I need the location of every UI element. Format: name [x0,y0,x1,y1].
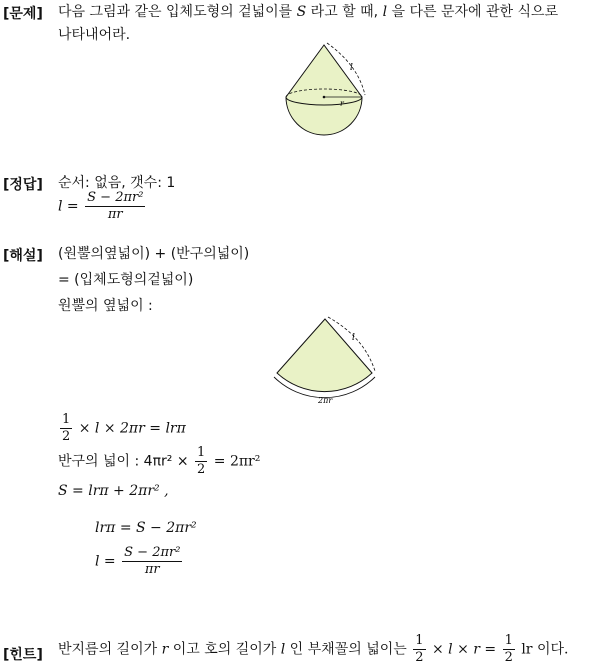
hint-fraction-1 [413,634,425,665]
hint-text [58,634,568,665]
var-r: r [161,641,169,658]
hint-label: [힌트] [3,647,43,663]
eq2-denominator: 2 [197,462,206,477]
solution-eq3: S = lrπ + 2πr² , [58,483,169,499]
answer-denominator: πr [107,207,123,222]
center-dot [323,96,326,99]
eq2-left: 반구의 넓이 : 4πr² × [58,453,189,470]
solution-label: [해설] [3,248,43,264]
cone-hemisphere-figure [280,40,375,145]
solution-line3: 원뿔의 옆넓이 : [58,298,153,314]
problem-text-part: 을 다른 문자에 관한 식으로 [387,4,559,20]
eq5-lhs: l = [95,553,116,570]
answer-label: [정답] [3,177,43,193]
eq1-denominator: 2 [62,429,71,444]
var-S: S [296,4,307,20]
problem-label: [문제] [3,6,43,22]
solution-line1: (원뿔의옆넓이) + (반구의넓이) [58,246,250,262]
eq1-numerator: 1 [62,412,71,427]
solution-eq1 [58,413,186,444]
problem-text-line2: 나타내어라. [58,27,131,43]
sector-label-2pir: 2πr [318,396,333,405]
hint-numerator-1: 1 [415,633,424,648]
solution-eq2 [58,446,260,477]
hint-middle: × l × r = [431,641,497,658]
eq2-right: = 2πr² [213,453,261,470]
figure-label-r: r [340,99,344,108]
problem-text-part: 라고 할 때, [306,4,383,20]
answer-formula [58,191,147,222]
solution-line2: = (입체도형의겉넓이) [58,272,194,288]
sector-figure [272,315,382,407]
eq2-numerator: 1 [197,445,206,460]
hint-numerator-2: 1 [504,633,513,648]
hint-denominator-2: 2 [504,650,513,665]
hint-denominator-1: 2 [415,650,424,665]
eq1-rest: × l × 2πr = lrπ [78,420,186,437]
var-l: l [280,641,286,658]
answer-lhs: l = [58,198,79,215]
hint-part: 반지름의 길이가 [58,641,162,658]
eq1-fraction [60,413,72,444]
answer-meta: 순서: 없음, 갯수: 1 [58,175,176,191]
answer-fraction [85,191,145,222]
answer-numerator: S − 2πr² [87,190,144,205]
sector-shape [277,319,372,392]
solution-eq4: lrπ = S − 2πr² [95,520,197,536]
eq2-fraction [195,446,207,477]
problem-text-part: 다음 그림과 같은 입체도형의 겉넓이를 [58,4,297,20]
solution-eq5 [95,546,184,577]
figure-label-l: l [350,63,353,73]
hint-end: lr 이다. [521,641,569,658]
hint-part: 이고 호의 길이가 [168,641,281,658]
eq5-denominator: πr [144,562,160,577]
hint-part: 인 부채꼴의 넓이는 [285,641,407,658]
sector-label-l: l [352,333,355,343]
var-l: l [382,4,388,20]
eq5-fraction [122,546,182,577]
eq5-numerator: S − 2πr² [124,545,181,560]
hint-fraction-2 [503,634,515,665]
problem-text-line1 [58,2,558,22]
